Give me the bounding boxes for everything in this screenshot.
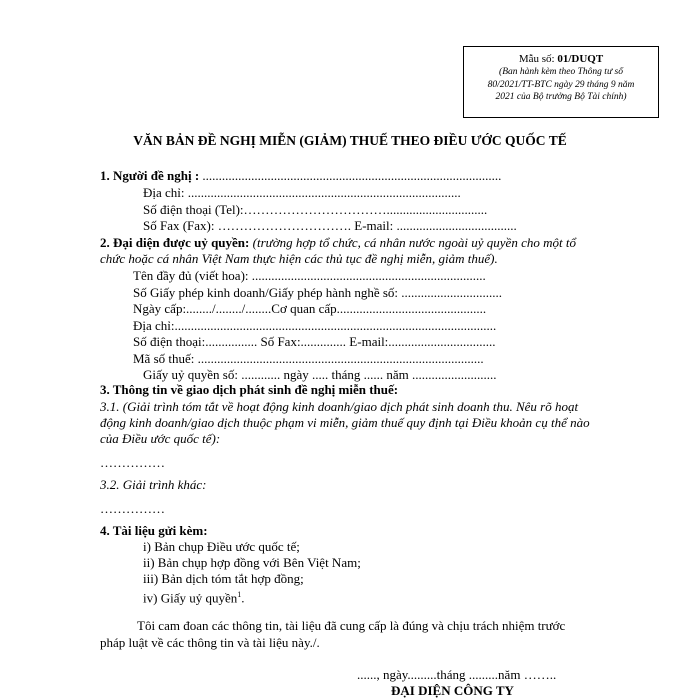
section2-tax-code: Mã số thuế: ........................................................................................ (133, 351, 484, 366)
section3-1-dots: …………… (100, 455, 165, 470)
section4-item2: ii) Bản chụp hợp đồng với Bên Việt Nam; (143, 555, 361, 570)
section4-heading: 4. Tài liệu gửi kèm: (100, 523, 208, 538)
section2-address: Địa chỉ:................................................................................................... (133, 318, 497, 333)
form-code-note-2: 80/2021/TT-BTC ngày 29 tháng 9 năm (487, 79, 635, 90)
document-title: VĂN BẢN ĐỀ NGHỊ MIỄN (GIẢM) THUẾ THEO ĐIỀU ƯỚC QUỐC TẾ (133, 133, 567, 148)
section2-contact: Số điện thoại:................ Số Fax:.............. E-mail:................................. (133, 334, 496, 349)
section3-2: 3.2. Giải trình khác: (100, 477, 207, 492)
section4-item4: iv) Giấy uỷ quyền$^1$. (143, 590, 245, 606)
signature-org: ĐẠI DIỆN CÔNG TY (391, 683, 514, 698)
signature-date: ......, ngày.........tháng .........năm …….. (357, 667, 557, 682)
section3-heading: 3. Thông tin về giao dịch phát sinh đề nghị miễn thuế: (100, 382, 399, 397)
section3-1-line1: 3.1. (Giải trình tóm tắt về hoạt động kinh doanh/giao dịch phát sinh doanh thu. Nêu rõ hoạt (100, 399, 579, 414)
section2-note: chức hoặc cá nhân Việt Nam thực hiện các thủ tục đề nghị miễn, giảm thuế). (100, 251, 498, 266)
section1-phone: Số điện thoại (Tel):……………………………............................... (143, 202, 488, 217)
section2-license: Số Giấy phép kinh doanh/Giấy phép hành nghề số: ............................... (133, 285, 503, 300)
form-code-box (463, 46, 659, 118)
section2-heading: 2. Đại diện được uỷ quyền: (trường hợp tổ chức, cá nhân nước ngoài uỷ quyền cho một tổ (100, 235, 576, 250)
commitment-line1: Tôi cam đoan các thông tin, tài liệu đã cung cấp là đúng và chịu trách nhiệm trước (137, 618, 566, 633)
section1-heading: 1. Người đề nghị : ............................................................................................ (100, 168, 502, 183)
form-code-note-1: (Ban hành kèm theo Thông tư số (499, 67, 623, 77)
section3-1-line2: động kinh doanh/giao dịch thuộc phạm vi miễn, giảm thuế quy định tại Điều khoản cụ thể nào (100, 415, 590, 430)
section4-item1: i) Bản chụp Điều ước quốc tế; (143, 539, 300, 554)
section3-1-line3: của Điều ước quốc tế): (100, 431, 221, 446)
section2-issue-date: Ngày cấp:......../......../........Cơ quan cấp.............................................. (133, 301, 487, 316)
form-code: Mẫu số: 01/DUQT (518, 53, 604, 65)
section1-fax-email: Số Fax (Fax): …………………………. E-mail: ..................................... (143, 218, 517, 233)
commitment-line2: pháp luật về các thông tin và tài liệu này./. (100, 635, 320, 650)
section1-address: Địa chỉ: .................................................................................... (143, 185, 461, 200)
section2-full-name: Tên đầy đủ (viết hoa): ........................................................................ (133, 268, 486, 283)
footnote-marker: 1 (237, 590, 242, 599)
section3-2-dots: …………… (100, 501, 165, 516)
form-code-note-3: 2021 của Bộ trưởng Bộ Tài chính) (495, 92, 627, 102)
section4-item3: iii) Bản dịch tóm tắt hợp đồng; (143, 571, 304, 586)
section2-authorization: Giấy uỷ quyền số: ............ ngày ..... tháng ...... năm .......................... (143, 367, 497, 382)
